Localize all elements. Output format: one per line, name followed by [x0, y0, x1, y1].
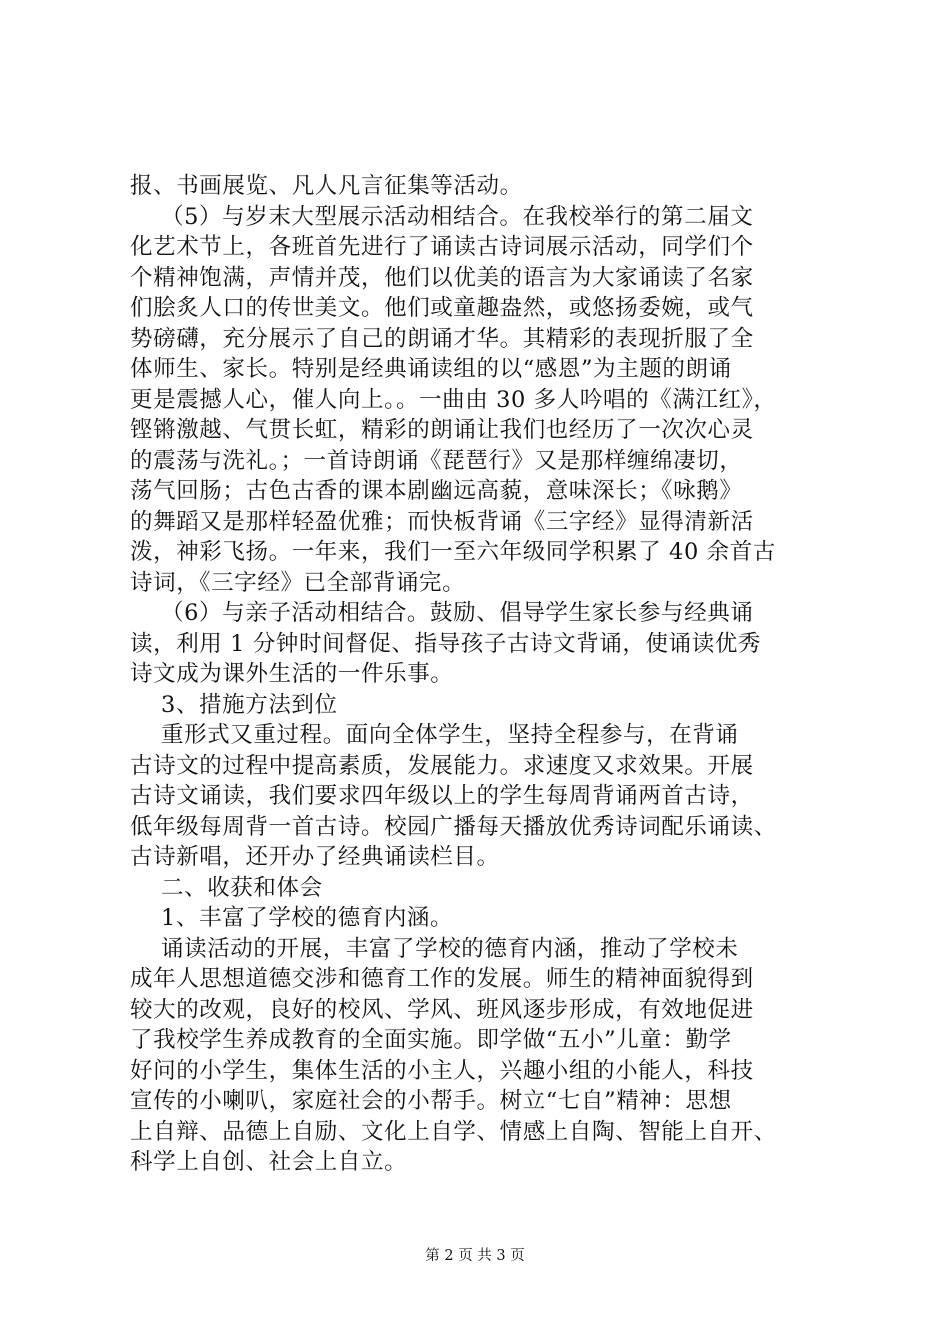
text-line: （6）与亲子活动相结合。鼓励、倡导学生家长参与经典诵 [130, 600, 754, 626]
page-footer [0, 1244, 950, 1265]
section-heading: 3、措施方法到位 [130, 691, 338, 718]
text-line: 读，利用 1 分钟时间督促、指导孩子古诗文背诵，使诵读优秀 [130, 630, 762, 657]
text-line: 成年人思想道德交涉和德育工作的发展。师生的精神面貌得到 [130, 966, 754, 992]
body-text [130, 171, 850, 1178]
text-line: 古诗文的过程中提高素质，发展能力。求速度又求效果。开展 [130, 752, 754, 779]
text-line: 势磅礴，充分展示了自己的朗诵才华。其精彩的表现折服了全 [130, 325, 754, 352]
text-line: 诗词，《三字经》已全部背诵完。 [130, 569, 466, 596]
text-line: 了我校学生养成教育的全面实施。即学做“五小”儿童：勤学 [130, 1027, 732, 1053]
subsection-heading: 1、丰富了学校的德育内涵。 [130, 905, 454, 931]
text-line: 体师生、家长。特别是经典诵读组的以“感恩”为主题的朗诵 [130, 356, 732, 382]
text-line: 个精神饱满，声情并茂，他们以优美的语言为大家诵读了名家 [130, 264, 754, 291]
text-line: 们脍炙人口的传世美文。他们或童趣盎然，或悠扬委婉，或气 [130, 295, 754, 321]
text-line: 上自辩、品德上自励、文化上自学、情感上自陶、智能上自开、 [130, 1118, 777, 1145]
text-line: 较大的改观，良好的校风、学风、班风逐步形成，有效地促进 [130, 996, 754, 1023]
text-line: 诵读活动的开展，丰富了学校的德育内涵，推动了学校未 [130, 935, 739, 962]
text-line: 科学上自创、社会上自立。 [130, 1149, 408, 1175]
text-line: 好问的小学生，集体生活的小主人，兴趣小组的小能人，科技 [130, 1057, 754, 1084]
text-line: 诗文成为课外生活的一件乐事。 [130, 661, 454, 687]
text-line: 更是震撼人心，催人向上。。一曲由 30 多人吟唱的《满江红》， [130, 386, 777, 413]
text-line: 报、书画展览、凡人凡言征集等活动。 [130, 173, 523, 199]
text-line: 泼，神彩飞扬。一年来，我们一至六年级同学积累了 40 余首古 [130, 539, 776, 565]
text-line: 古诗文诵读，我们要求四年级以上的学生每周背诵两首古诗， [130, 783, 754, 809]
text-line: 低年级每周背一首古诗。校园广播每天播放优秀诗词配乐诵读、 [130, 813, 777, 840]
text-line: 宣传的小喇叭，家庭社会的小帮手。树立“七自”精神：思想 [130, 1088, 732, 1114]
section-heading: 二、收获和体会 [130, 874, 323, 901]
text-line: 荡气回肠；古色古香的课本剧幽远高藐，意味深长；《咏鹅》 [130, 478, 743, 504]
text-line: 的舞蹈又是那样轻盈优雅；而快板背诵《三字经》显得清新活 [130, 508, 754, 535]
text-line: 化艺术节上，各班首先进行了诵读古诗词展示活动，同学们个 [130, 234, 754, 260]
text-line: 重形式又重过程。面向全体学生，坚持全程参与，在背诵 [130, 722, 739, 748]
text-line: （5）与岁末大型展示活动相结合。在我校举行的第二届文 [130, 203, 754, 230]
text-line: 古诗新唱，还开办了经典诵读栏目。 [130, 844, 500, 870]
page-number-label: 第 2 页 共 3 页 [425, 1248, 525, 1264]
text-line: 的震荡与洗礼。；一首诗朗诵《琵琶行》又是那样缠绵凄切， [130, 447, 743, 474]
text-line: 铿锵激越、气贯长虹，精彩的朗诵让我们也经历了一次次心灵 [130, 417, 754, 443]
